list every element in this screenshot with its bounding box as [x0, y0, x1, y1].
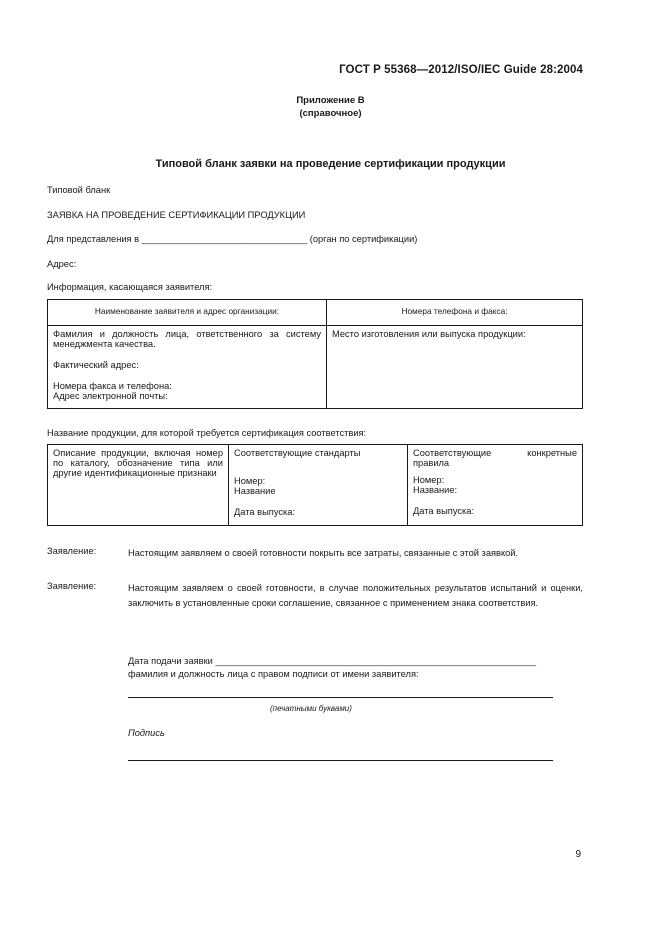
signatory-label: фамилия и должность лица с правом подписи от имени заявителя:	[128, 669, 419, 679]
fax-phone-label: Номера факса и телефона:	[53, 381, 172, 391]
rules-title: Соответствующие конкретные правила	[413, 448, 577, 468]
rules-number-label: Номер:	[413, 475, 445, 485]
standards-issue-date-label: Дата выпуска:	[234, 507, 296, 517]
form-heading: ЗАЯВКА НА ПРОВЕДЕНИЕ СЕРТИФИКАЦИИ ПРОДУКЦИИ	[47, 210, 306, 220]
production-place-label: Место изготовления или выпуска продукции:	[332, 329, 526, 339]
annex-title: Приложение В	[296, 95, 365, 106]
submit-for-line: Для представления в ________________________________ (орган по сертификации)	[47, 234, 418, 244]
actual-address-label: Фактический адрес:	[53, 360, 139, 370]
production-place-cell	[327, 326, 583, 409]
rules-name-label: Название:	[413, 485, 458, 495]
signature-label: Подпись	[128, 728, 165, 738]
product-name-label: Название продукции, для которой требуется сертификация соответствия:	[47, 428, 367, 438]
product-table	[47, 444, 583, 526]
form-kind: Типовой бланк	[47, 185, 111, 195]
rules-issue-date-label: Дата выпуска:	[413, 506, 475, 516]
signature-line	[128, 760, 553, 761]
rules-cell	[408, 445, 583, 526]
applicant-info-label: Информация, касающаяся заявителя:	[47, 282, 213, 292]
signatory-name-line	[128, 697, 553, 698]
statement-2-text: Настоящим заявляем о своей готовности, в случае положительных результатов испытаний и оценки, заключить в установленные сроки соглашение, связанное с применением знака соответствия.	[128, 583, 583, 608]
applicant-name-header: Наименование заявителя и адрес организации:	[48, 300, 327, 326]
application-date-line: Дата подачи заявки ______________________________________________________________	[128, 656, 537, 666]
phone-fax-header: Номера телефона и факса:	[327, 300, 583, 326]
standards-name-label: Название	[234, 486, 276, 496]
standards-title: Соответствующие стандарты	[234, 448, 361, 458]
email-label: Адрес электронной почты:	[53, 391, 168, 401]
product-description-cell: Описание продукции, включая номер по каталогу, обозначение типа или другие идентификационные признаки	[48, 445, 229, 526]
statement-2-label: Заявление:	[47, 581, 97, 591]
document-standard-header: ГОСТ Р 55368—2012/ISO/IEC Guide 28:2004	[339, 64, 583, 76]
document-title: Типовой бланк заявки на проведение сертификации продукции	[155, 158, 506, 170]
applicant-details-cell	[48, 326, 327, 409]
annex-note: (справочное)	[299, 108, 362, 119]
statement-1-label: Заявление:	[47, 546, 97, 556]
address-label: Адрес:	[47, 259, 77, 269]
standards-number-label: Номер:	[234, 476, 266, 486]
contact-person-label: Фамилия и должность лица, ответственного за систему менеджмента качества.	[53, 329, 321, 349]
statement-1-text: Настоящим заявляем о своей готовности покрыть все затраты, связанные с этой заявкой.	[128, 548, 519, 558]
page-number: 9	[575, 849, 581, 860]
standards-cell	[229, 445, 408, 526]
printed-letters-caption: (печатными буквами)	[270, 704, 352, 713]
applicant-table	[47, 299, 583, 409]
